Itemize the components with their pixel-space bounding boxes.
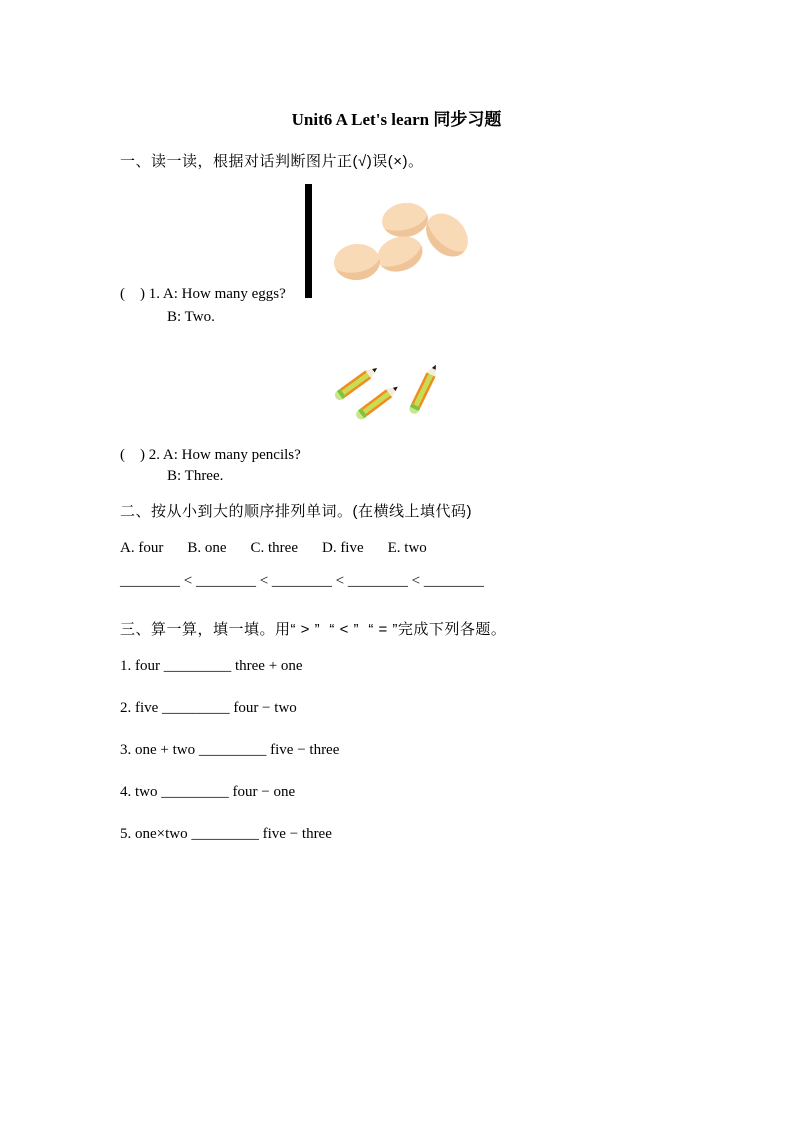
egg-icon bbox=[373, 231, 427, 278]
pencil-body bbox=[412, 372, 436, 407]
calc-item-2: 2. five _________ four − two bbox=[120, 700, 297, 716]
question-2: ( ) 2. A: How many pencils? bbox=[120, 447, 301, 463]
calc-item-4: 4. two _________ four − one bbox=[120, 784, 296, 800]
word-option-d: D. five bbox=[321, 540, 364, 556]
pencil-icon bbox=[354, 383, 401, 422]
word-option-b: B. one bbox=[187, 540, 227, 556]
vertical-bar bbox=[305, 184, 312, 298]
calc-item-3: 3. one + two _________ five − three bbox=[120, 742, 340, 758]
pencil-body bbox=[361, 389, 392, 416]
word-option-a: A. four bbox=[120, 540, 164, 556]
answer-1: B: Two. bbox=[167, 309, 215, 325]
pencil-icon bbox=[408, 363, 441, 416]
pencil-icon bbox=[333, 364, 380, 402]
question-1: ( ) 1. A: How many eggs? bbox=[120, 286, 286, 302]
ordering-blanks-line: ________ < ________ < ________ < ________ < ________ bbox=[120, 573, 484, 589]
egg-icon bbox=[333, 242, 381, 281]
calc-item-1: 1. four _________ three + one bbox=[120, 658, 303, 674]
answer-2: B: Three. bbox=[167, 468, 224, 484]
section3-heading: 三、算一算，填一填。用“ > ” “ < ” “ = ”完成下列各题。 bbox=[120, 621, 507, 638]
section2-heading: 二、按从小到大的顺序排列单词。(在横线上填代码) bbox=[120, 503, 472, 520]
pencil-body bbox=[340, 370, 371, 396]
word-options-row bbox=[120, 540, 427, 557]
pencils-image bbox=[325, 358, 450, 423]
egg-icon bbox=[380, 200, 430, 240]
section1-heading: 一、读一读，根据对话判断图片正(√)误(×)。 bbox=[120, 153, 424, 170]
eggs-image bbox=[325, 190, 475, 295]
word-option-c: C. three bbox=[250, 540, 298, 556]
word-option-e: E. two bbox=[387, 540, 427, 556]
calc-item-5: 5. one×two _________ five − three bbox=[120, 826, 332, 842]
page-title: Unit6 A Let's learn 同步习题 bbox=[291, 110, 502, 129]
